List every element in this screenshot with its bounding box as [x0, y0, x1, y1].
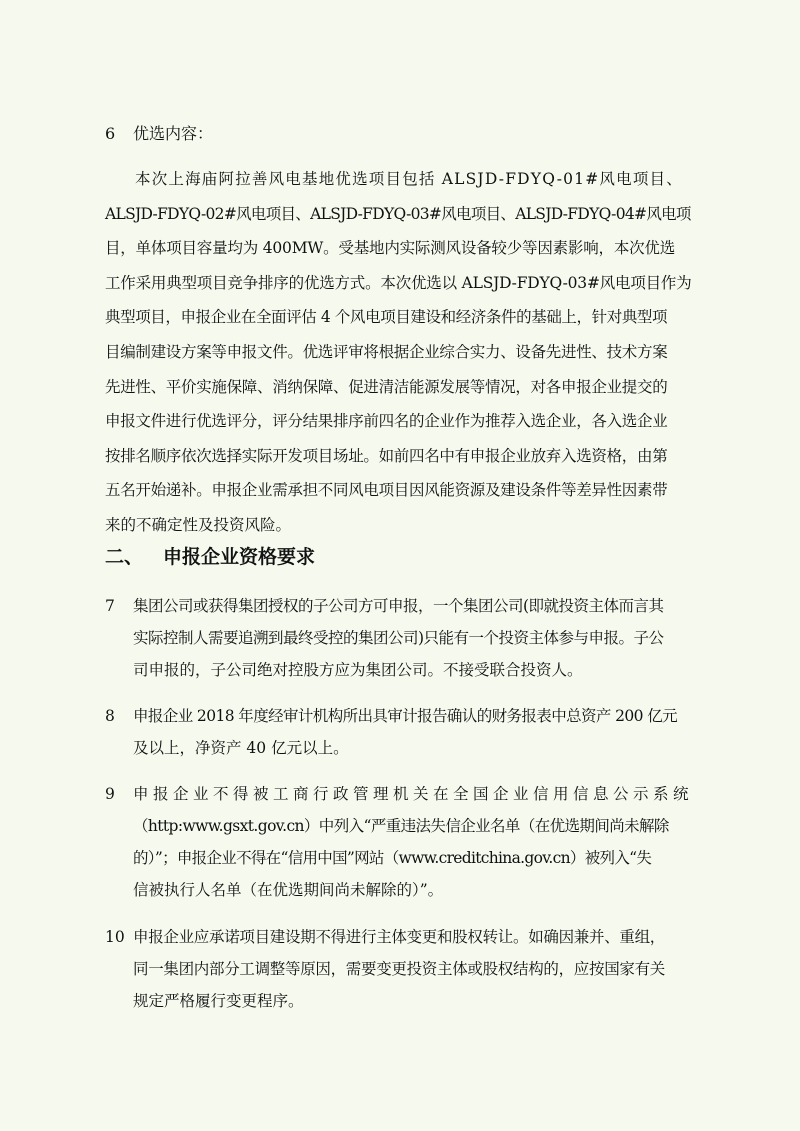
item-6-heading	[105, 117, 213, 151]
list-item	[105, 590, 695, 686]
list-item	[105, 778, 695, 906]
paragraph-line: 本次上海庙阿拉善风电基地优选项目包括 ALSJD-FDYQ-01#风电项目、	[135, 170, 683, 188]
intro-paragraph	[105, 162, 695, 543]
paragraph-line: 来的不确定性及投资风险。	[105, 515, 292, 534]
list-item-number: 10	[105, 928, 125, 946]
list-item-line: 信被执行人名单（在优选期间尚未解除的）”。	[133, 881, 444, 899]
list-item-line: 申报企业 2018 年度经审计机构所出具审计报告确认的财务报表中总资产 200 亿元	[133, 707, 678, 725]
paragraph-line: 目编制建设方案等申报文件。优选评审将根据企业综合实力、设备先进性、技术方案	[105, 342, 668, 361]
list-item-line: 规定严格履行变更程序。	[133, 992, 304, 1010]
list-item-number: 9	[105, 785, 115, 803]
paragraph-line: 按排名顺序依次选择实际开发项目场址。如前四名中有申报企业放弃入选资格，由第	[105, 446, 668, 465]
list-item-line: 申报企业不得被工商行政管理机关在全国企业信用信息公示系统	[133, 785, 694, 803]
list-item-line: 集团公司或获得集团授权的子公司方可申报，一个集团公司(即就投资主体而言其	[133, 597, 664, 615]
section-number: 二、	[105, 546, 144, 568]
list-item-number: 8	[105, 707, 115, 725]
section-title: 申报企业资格要求	[163, 546, 316, 568]
item-6-title: 优选内容：	[133, 124, 214, 143]
list-item-line: 申报企业应承诺项目建设期不得进行主体变更和股权转让。如确因兼并、重组，	[133, 928, 666, 946]
paragraph-line: 五名开始递补。申报企业需承担不同风电项目因风能资源及建设条件等差异性因素带	[105, 481, 668, 500]
list-item-line: 及以上，净资产 40 亿元以上。	[133, 739, 349, 757]
section-heading	[105, 537, 315, 577]
list-item-number: 7	[105, 597, 115, 615]
list-item	[105, 700, 695, 764]
list-item-line: 的）”；申报企业不得在“信用中国”网站（www.creditchina.gov.cn）被列入“失	[133, 849, 652, 867]
paragraph-line: 目，单体项目容量均为 400MW。受基地内实际测风设备较少等因素影响，本次优选	[105, 239, 676, 258]
list-item-line: 同一集团内部分工调整等原因，需要变更投资主体或股权结构的，应按国家有关	[133, 960, 666, 978]
list-item-line: 实际控制人需要追溯到最终受控的集团公司)只能有一个投资主体参与申报。子公	[133, 629, 664, 647]
paragraph-line: 典型项目，申报企业在全面评估 4 个风电项目建设和经济条件的基础上，针对典型项	[105, 308, 668, 327]
paragraph-line: 申报文件进行优选评分，评分结果排序前四名的企业作为推荐入选企业，各入选企业	[105, 412, 668, 431]
paragraph-line: 先进性、平价实施保障、消纳保障、促进清洁能源发展等情况，对各申报企业提交的	[105, 377, 668, 396]
paragraph-line: 工作采用典型项目竞争排序的优选方式。本次优选以 ALSJD-FDYQ-03#风电项目作为	[105, 273, 692, 292]
item-6-number: 6	[105, 124, 116, 143]
list-item	[105, 921, 695, 1017]
list-item-line: 司申报的，子公司绝对控股方应为集团公司。不接受联合投资人。	[133, 661, 583, 679]
list-item-line: （http:www.gsxt.gov.cn）中列入“严重违法失信企业名单（在优选期间尚未解除	[133, 817, 669, 835]
paragraph-line: ALSJD-FDYQ-02#风电项目、ALSJD-FDYQ-03#风电项目、ALSJD-FDYQ-04#风电项	[105, 204, 691, 223]
